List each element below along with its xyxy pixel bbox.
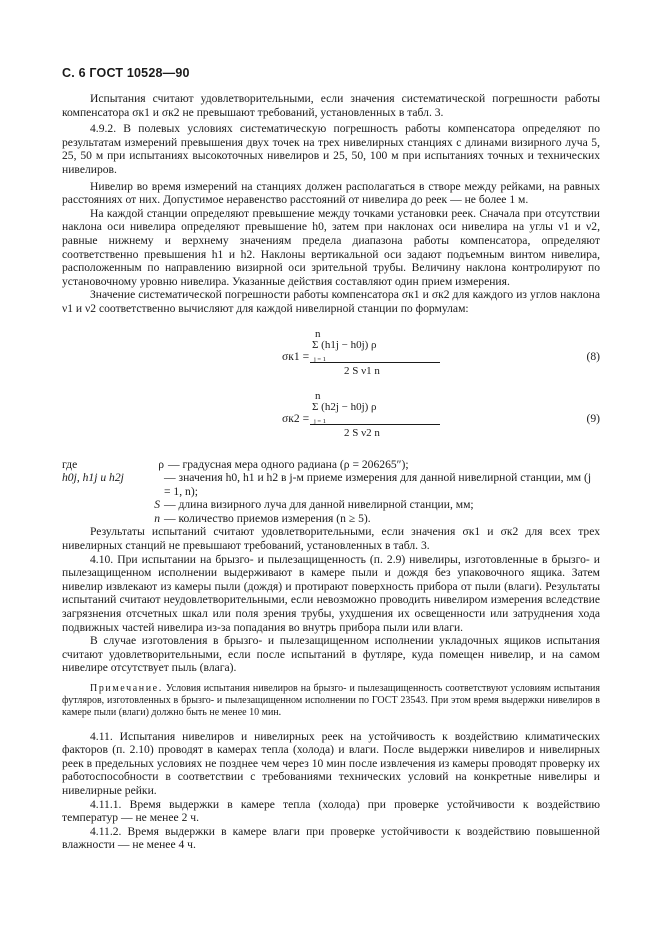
definition-symbol: ρ — [158, 457, 164, 471]
formula-number: (8) — [586, 349, 600, 363]
paragraph: Значение систематической погрешности работы компенсатора σк1 и σк2 для каждого из углов наклона ν1 и ν2 соответственно вычисляют для каждой нивелирной станции по формулам: — [62, 288, 600, 315]
definitions-list — [62, 458, 600, 526]
document-body — [62, 92, 600, 852]
fraction-bar — [310, 362, 440, 363]
formula-sum-top: n — [315, 389, 321, 402]
note-text: Условия испытания нивелиров на брызго- и пылезащищенность соответствуют условиям испытания футляров, изготовленных в брызго- и пылезащищенном исполнении по ГОСТ 23543. При этом время выдержки нивелиров в камере пыли (влаги) должно быть не менее 10 мин. — [62, 683, 600, 719]
definition-symbol: S — [154, 498, 160, 512]
paragraph: В случае изготовления в брызго- и пылезащищенном исполнении укладочных ящиков испытания считают удовлетворительными, если после испытаний в футляре, куда помещен нивелир, и на самом нивелире отсутствует пыль (влага). — [62, 634, 600, 675]
note — [62, 683, 600, 720]
paragraph: Испытания считают удовлетворительными, если значения систематической погрешности работы компенсатора σк1 и σк2 не превышают требований, установленных в табл. 3. — [62, 92, 600, 119]
paragraph: Нивелир во время измерений на станциях должен располагаться в створе между рейками, на равных расстояниях от них. Допустимое неравенство расстояний от нивелира до реек — не более 1 м. — [62, 179, 600, 207]
formula-numerator: Σ (h1j − h0j) ρ — [312, 338, 377, 351]
page-header: С. 6 ГОСТ 10528—90 — [62, 66, 190, 80]
definition-text: — значения h0, h1 и h2 в j-м приеме измерения для данной нивелирной станции, мм (j = 1, n); — [164, 471, 592, 498]
formula-9 — [62, 390, 600, 448]
paragraph: 4.9.2. В полевых условиях систематическую погрешность работы компенсатора определяют по результатам измерений превышения двух точек на трех нивелирных станциях с длинами визирного луча 5, 25, 50 м при испытаниях высокоточных нивелиров и 25, 50, 100 м при испытаниях точных и технических нивелиров. — [62, 122, 600, 176]
formula-sum-top: n — [315, 327, 321, 340]
formula-8 — [62, 328, 600, 386]
formula-denominator: 2 S ν2 n — [344, 426, 380, 439]
formula-lhs: σк2 = — [282, 411, 310, 425]
paragraph: На каждой станции определяют превышение между точками установки реек. Сначала при отсутствии наклона оси нивелира определяют превышение h0, затем при наклонах оси нивелира на углы ν1 и ν2, равные нижнему и верхнему значениям предела диапазона работы компенсатора, определяют соответственно превышения h1 и h2. Наклоны вертикальной оси задают подъемным винтом нивелира, расположенным по направлению визирной оси зрительной трубы. Величину наклона контролируют по установочному уровню нивелира. Указанные действия составляют один прием измерения. — [62, 206, 600, 288]
definition-symbol: n — [154, 511, 160, 525]
definition-text: — градусная мера одного радиана (ρ = 206265″); — [168, 457, 409, 471]
paragraph: 4.10. При испытании на брызго- и пылезащищенность (п. 2.9) нивелиры, изготовленные в брызго- и пылезащищенном исполнении выдерживают в камере пыли и дождя без упаковочного ящика. Затем нивелир извлекают из камеры пыли (дождя) и протирают поверхность прибора от пыли (влаги). Результаты испытаний считают неудовлетворительными, если невозможно проводить нивелиром измерения вследствие загрязнения отсчетных шкал или поля зрения трубы, ухудшения их освещенности или затруднения хода подвижных частей нивелира из-за попадания во внутрь прибора пыли или влаги. — [62, 552, 600, 634]
formula-denominator: 2 S ν1 n — [344, 364, 380, 377]
note-label: Примечание. — [90, 683, 163, 694]
definition-row — [62, 471, 600, 498]
definition-lead: где — [62, 457, 78, 471]
formula-sum-bottom: j = 1 — [314, 417, 326, 425]
formula-lhs: σк1 = — [282, 349, 310, 363]
formula-sum-bottom: j = 1 — [314, 355, 326, 363]
fraction-bar — [310, 424, 440, 425]
paragraph: 4.11.2. Время выдержки в камере влаги при проверке устойчивости к воздействию повышенной влажности — не менее 4 ч. — [62, 824, 600, 852]
definition-symbol: h0j, h1j и h2j — [62, 471, 124, 485]
definition-text: — количество приемов измерения (n ≥ 5). — [164, 511, 371, 525]
definition-row — [62, 498, 600, 512]
definition-row — [62, 512, 600, 526]
formula-number: (9) — [586, 411, 600, 425]
paragraph: 4.11.1. Время выдержки в камере тепла (холода) при проверке устойчивости к воздействию температур — не менее 2 ч. — [62, 797, 600, 825]
definition-text: — длина визирного луча для данной нивелирной станции, мм; — [164, 498, 474, 512]
paragraph: 4.11. Испытания нивелиров и нивелирных реек на устойчивость к воздействию климатических факторов (п. 2.10) проводят в камерах тепла (холода) и влаги. После выдержки нивелиров и нивелирных реек в предельных условиях не позднее чем через 10 мин после извлечения из камеры проводят проверку их работоспособности в соответствии с требованиями технических условий на конкретные нивелиры и нивелирные рейки. — [62, 729, 600, 797]
paragraph: Результаты испытаний считают удовлетворительными, если значения σк1 и σк2 для всех трех нивелирных станций не превышают требований, установленных в табл. 3. — [62, 525, 600, 553]
formula-numerator: Σ (h2j − h0j) ρ — [312, 400, 377, 413]
definition-row — [62, 458, 600, 472]
